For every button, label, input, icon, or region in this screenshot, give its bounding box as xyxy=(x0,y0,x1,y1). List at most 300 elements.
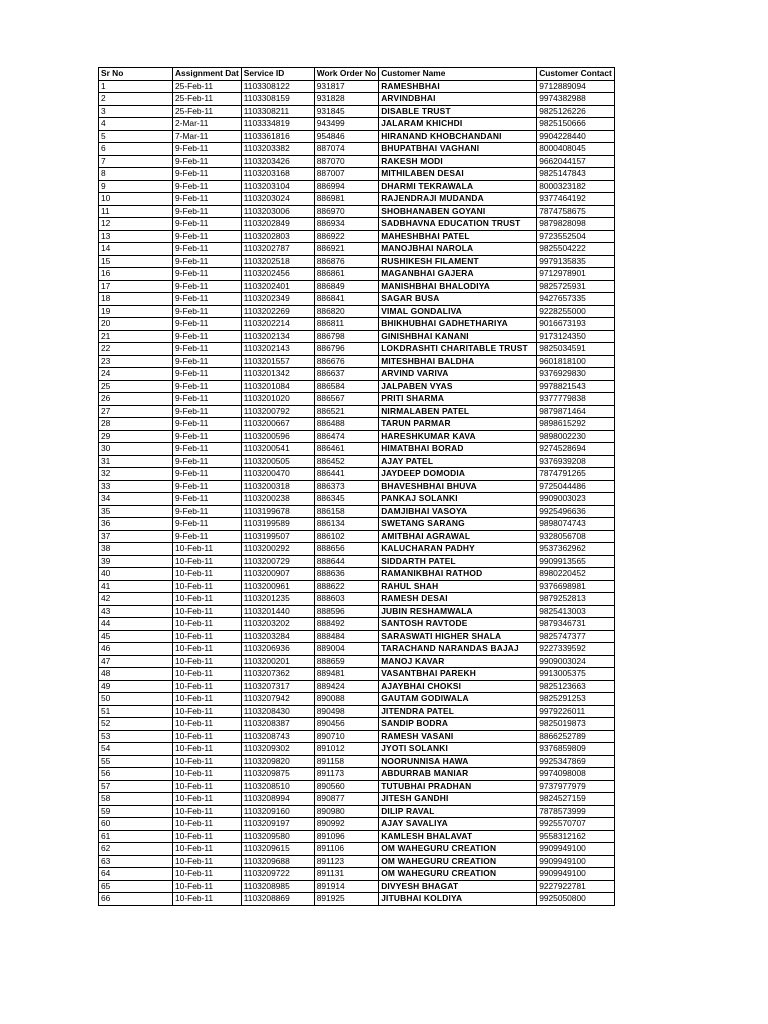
work-order-cell: 886849 xyxy=(314,280,378,293)
customer-name-cell: DHARMI TEKRAWALA xyxy=(379,180,537,193)
sr-no-cell: 31 xyxy=(99,455,173,468)
customer-contact-cell: 7874791265 xyxy=(537,468,615,481)
sr-no-cell: 15 xyxy=(99,255,173,268)
service-id-cell: 1103308159 xyxy=(241,93,314,106)
service-id-cell: 1103200667 xyxy=(241,418,314,431)
assignment-date-cell: 10-Feb-11 xyxy=(173,543,242,556)
customer-contact-cell: 8000408045 xyxy=(537,143,615,156)
customer-contact-cell: 9601818100 xyxy=(537,355,615,368)
assignment-date-cell: 10-Feb-11 xyxy=(173,730,242,743)
work-order-cell: 890088 xyxy=(314,693,378,706)
customer-contact-cell: 9909003023 xyxy=(537,493,615,506)
customer-name-cell: RAKESH MODI xyxy=(379,155,537,168)
customer-contact-cell: 9725044486 xyxy=(537,480,615,493)
customer-name-cell: SANDIP BODRA xyxy=(379,718,537,731)
customer-name-cell: VASANTBHAI PAREKH xyxy=(379,668,537,681)
table-row xyxy=(99,405,615,418)
service-id-cell: 1103200505 xyxy=(241,455,314,468)
work-order-cell: 886584 xyxy=(314,380,378,393)
customer-name-cell: ABDURRAB MANIAR xyxy=(379,768,537,781)
customer-name-cell: JALARAM KHICHDI xyxy=(379,118,537,131)
assignment-date-cell: 10-Feb-11 xyxy=(173,843,242,856)
service-id-cell: 1103209688 xyxy=(241,855,314,868)
customer-contact-cell: 9227339592 xyxy=(537,643,615,656)
sr-no-cell: 2 xyxy=(99,93,173,106)
customer-contact-cell: 9558312162 xyxy=(537,830,615,843)
sr-no-cell: 3 xyxy=(99,105,173,118)
customer-name-cell: NOORUNNISA HAWA xyxy=(379,755,537,768)
assignment-date-cell: 9-Feb-11 xyxy=(173,480,242,493)
service-id-cell: 1103202143 xyxy=(241,343,314,356)
work-order-cell: 954846 xyxy=(314,130,378,143)
work-order-cell: 890710 xyxy=(314,730,378,743)
customer-name-cell: RAMESHBHAI xyxy=(379,80,537,93)
customer-name-cell: RAJENDRAJI MUDANDA xyxy=(379,193,537,206)
table-row xyxy=(99,793,615,806)
table-row xyxy=(99,268,615,281)
work-order-cell: 886934 xyxy=(314,218,378,231)
work-order-cell: 886796 xyxy=(314,343,378,356)
customer-name-cell: KAMLESH BHALAVAT xyxy=(379,830,537,843)
table-row xyxy=(99,168,615,181)
work-order-cell: 888603 xyxy=(314,593,378,606)
customer-name-cell: TARACHAND NARANDAS BAJAJ xyxy=(379,643,537,656)
service-id-cell: 1103202803 xyxy=(241,230,314,243)
service-id-cell: 1103203006 xyxy=(241,205,314,218)
customer-contact-cell: 9925050800 xyxy=(537,893,615,906)
assignment-date-cell: 10-Feb-11 xyxy=(173,768,242,781)
assignment-date-cell: 9-Feb-11 xyxy=(173,343,242,356)
sr-no-cell: 8 xyxy=(99,168,173,181)
customer-contact-cell: 7874758675 xyxy=(537,205,615,218)
customer-contact-cell: 9825725931 xyxy=(537,280,615,293)
customer-name-cell: JUBIN RESHAMWALA xyxy=(379,605,537,618)
sr-no-cell: 23 xyxy=(99,355,173,368)
work-order-cell: 890456 xyxy=(314,718,378,731)
assignment-date-cell: 10-Feb-11 xyxy=(173,593,242,606)
assignment-date-cell: 9-Feb-11 xyxy=(173,355,242,368)
table-row xyxy=(99,280,615,293)
assignment-date-cell: 9-Feb-11 xyxy=(173,405,242,418)
table-row xyxy=(99,593,615,606)
work-order-cell: 888596 xyxy=(314,605,378,618)
table-row xyxy=(99,368,615,381)
sr-no-cell: 45 xyxy=(99,630,173,643)
service-id-cell: 1103201557 xyxy=(241,355,314,368)
service-id-cell: 1103202518 xyxy=(241,255,314,268)
table-row xyxy=(99,480,615,493)
customer-name-cell: MANOJBHAI NAROLA xyxy=(379,243,537,256)
service-id-cell: 1103203104 xyxy=(241,180,314,193)
service-id-cell: 1103201235 xyxy=(241,593,314,606)
assignment-date-cell: 9-Feb-11 xyxy=(173,305,242,318)
sr-no-cell: 58 xyxy=(99,793,173,806)
work-order-cell: 886811 xyxy=(314,318,378,331)
service-id-cell: 1103202456 xyxy=(241,268,314,281)
work-order-cell: 890980 xyxy=(314,805,378,818)
work-order-cell: 886798 xyxy=(314,330,378,343)
assignment-date-cell: 7-Mar-11 xyxy=(173,130,242,143)
sr-no-cell: 32 xyxy=(99,468,173,481)
sr-no-cell: 41 xyxy=(99,580,173,593)
customer-contact-cell: 9376859809 xyxy=(537,743,615,756)
service-id-cell: 1103201440 xyxy=(241,605,314,618)
sr-no-cell: 43 xyxy=(99,605,173,618)
service-id-cell: 1103209197 xyxy=(241,818,314,831)
assignment-date-cell: 2-Mar-11 xyxy=(173,118,242,131)
customer-name-cell: MAHESHBHAI PATEL xyxy=(379,230,537,243)
customer-contact-cell: 9824527159 xyxy=(537,793,615,806)
work-order-cell: 886521 xyxy=(314,405,378,418)
work-order-cell: 943499 xyxy=(314,118,378,131)
assignment-date-cell: 10-Feb-11 xyxy=(173,618,242,631)
customer-contact-cell: 9825126226 xyxy=(537,105,615,118)
table-row xyxy=(99,730,615,743)
sr-no-cell: 5 xyxy=(99,130,173,143)
customer-name-cell: SARASWATI HIGHER SHALA xyxy=(379,630,537,643)
work-order-cell: 886970 xyxy=(314,205,378,218)
assignment-date-cell: 9-Feb-11 xyxy=(173,493,242,506)
customer-contact-cell: 8980220452 xyxy=(537,568,615,581)
customer-name-cell: MITESHBHAI BALDHA xyxy=(379,355,537,368)
sr-no-cell: 50 xyxy=(99,693,173,706)
customer-name-cell: BHUPATBHAI VAGHANI xyxy=(379,143,537,156)
customer-name-cell: RAMANIKBHAI RATHOD xyxy=(379,568,537,581)
customer-assignment-table xyxy=(98,67,615,906)
sr-no-cell: 38 xyxy=(99,543,173,556)
service-id-cell: 1103208510 xyxy=(241,780,314,793)
table-row xyxy=(99,455,615,468)
work-order-cell: 886102 xyxy=(314,530,378,543)
sr-no-cell: 48 xyxy=(99,668,173,681)
work-order-cell: 888656 xyxy=(314,543,378,556)
service-id-cell: 1103200470 xyxy=(241,468,314,481)
customer-contact-cell: 9825150666 xyxy=(537,118,615,131)
customer-contact-cell: 9978821543 xyxy=(537,380,615,393)
header-assignment-date: Assignment Dat xyxy=(173,68,242,81)
work-order-cell: 888492 xyxy=(314,618,378,631)
header-customer-contact: Customer Contact xyxy=(537,68,615,81)
work-order-cell: 888622 xyxy=(314,580,378,593)
service-id-cell: 1103208743 xyxy=(241,730,314,743)
work-order-cell: 887007 xyxy=(314,168,378,181)
table-row xyxy=(99,418,615,431)
assignment-date-cell: 9-Feb-11 xyxy=(173,205,242,218)
service-id-cell: 1103203382 xyxy=(241,143,314,156)
customer-contact-cell: 9909913565 xyxy=(537,555,615,568)
sr-no-cell: 44 xyxy=(99,618,173,631)
work-order-cell: 886876 xyxy=(314,255,378,268)
assignment-date-cell: 9-Feb-11 xyxy=(173,255,242,268)
work-order-cell: 886981 xyxy=(314,193,378,206)
customer-name-cell: JAYDEEP DOMODIA xyxy=(379,468,537,481)
work-order-cell: 886922 xyxy=(314,230,378,243)
work-order-cell: 886841 xyxy=(314,293,378,306)
sr-no-cell: 61 xyxy=(99,830,173,843)
header-service-id: Service ID xyxy=(241,68,314,81)
customer-contact-cell: 9825413003 xyxy=(537,605,615,618)
customer-name-cell: OM WAHEGURU CREATION xyxy=(379,843,537,856)
assignment-date-cell: 10-Feb-11 xyxy=(173,630,242,643)
service-id-cell: 1103202269 xyxy=(241,305,314,318)
assignment-date-cell: 9-Feb-11 xyxy=(173,468,242,481)
assignment-date-cell: 9-Feb-11 xyxy=(173,443,242,456)
customer-contact-cell: 9712889094 xyxy=(537,80,615,93)
assignment-date-cell: 10-Feb-11 xyxy=(173,880,242,893)
customer-name-cell: SWETANG SARANG xyxy=(379,518,537,531)
table-row xyxy=(99,780,615,793)
service-id-cell: 1103200541 xyxy=(241,443,314,456)
customer-contact-cell: 9898002230 xyxy=(537,430,615,443)
sr-no-cell: 16 xyxy=(99,268,173,281)
table-row xyxy=(99,830,615,843)
assignment-date-cell: 9-Feb-11 xyxy=(173,530,242,543)
work-order-cell: 890877 xyxy=(314,793,378,806)
service-id-cell: 1103209160 xyxy=(241,805,314,818)
table-row xyxy=(99,630,615,643)
assignment-date-cell: 9-Feb-11 xyxy=(173,280,242,293)
customer-contact-cell: 9925496636 xyxy=(537,505,615,518)
service-id-cell: 1103202849 xyxy=(241,218,314,231)
work-order-cell: 931828 xyxy=(314,93,378,106)
work-order-cell: 891131 xyxy=(314,868,378,881)
customer-contact-cell: 9173124350 xyxy=(537,330,615,343)
sr-no-cell: 22 xyxy=(99,343,173,356)
customer-name-cell: KALUCHARAN PADHY xyxy=(379,543,537,556)
sr-no-cell: 6 xyxy=(99,143,173,156)
table-row xyxy=(99,843,615,856)
table-row xyxy=(99,118,615,131)
assignment-date-cell: 10-Feb-11 xyxy=(173,868,242,881)
assignment-date-cell: 9-Feb-11 xyxy=(173,455,242,468)
sr-no-cell: 29 xyxy=(99,430,173,443)
customer-name-cell: AJAYBHAI CHOKSI xyxy=(379,680,537,693)
customer-name-cell: ARVIND VARIVA xyxy=(379,368,537,381)
table-row xyxy=(99,93,615,106)
table-row xyxy=(99,130,615,143)
service-id-cell: 1103200238 xyxy=(241,493,314,506)
work-order-cell: 891158 xyxy=(314,755,378,768)
table-row xyxy=(99,105,615,118)
table-row xyxy=(99,768,615,781)
service-id-cell: 1103200961 xyxy=(241,580,314,593)
table-row xyxy=(99,755,615,768)
sr-no-cell: 18 xyxy=(99,293,173,306)
service-id-cell: 1103201020 xyxy=(241,393,314,406)
work-order-cell: 891123 xyxy=(314,855,378,868)
customer-contact-cell: 9376939208 xyxy=(537,455,615,468)
table-row xyxy=(99,718,615,731)
customer-name-cell: DISABLE TRUST xyxy=(379,105,537,118)
work-order-cell: 886861 xyxy=(314,268,378,281)
table-row xyxy=(99,293,615,306)
customer-name-cell: SIDDARTH PATEL xyxy=(379,555,537,568)
customer-contact-cell: 9737977979 xyxy=(537,780,615,793)
header-work-order-no: Work Order No xyxy=(314,68,378,81)
customer-contact-cell: 9377464192 xyxy=(537,193,615,206)
sr-no-cell: 39 xyxy=(99,555,173,568)
table-row xyxy=(99,655,615,668)
assignment-date-cell: 10-Feb-11 xyxy=(173,755,242,768)
customer-name-cell: BHAVESHBHAI BHUVA xyxy=(379,480,537,493)
service-id-cell: 1103308211 xyxy=(241,105,314,118)
customer-contact-cell: 9909003024 xyxy=(537,655,615,668)
work-order-cell: 889481 xyxy=(314,668,378,681)
customer-contact-cell: 9974382988 xyxy=(537,93,615,106)
customer-contact-cell: 9376929830 xyxy=(537,368,615,381)
work-order-cell: 889004 xyxy=(314,643,378,656)
service-id-cell: 1103202787 xyxy=(241,243,314,256)
table-row xyxy=(99,518,615,531)
assignment-date-cell: 25-Feb-11 xyxy=(173,93,242,106)
work-order-cell: 886158 xyxy=(314,505,378,518)
sr-no-cell: 7 xyxy=(99,155,173,168)
customer-contact-cell: 9427657335 xyxy=(537,293,615,306)
service-id-cell: 1103200596 xyxy=(241,430,314,443)
assignment-date-cell: 10-Feb-11 xyxy=(173,668,242,681)
work-order-cell: 890498 xyxy=(314,705,378,718)
sr-no-cell: 35 xyxy=(99,505,173,518)
sr-no-cell: 47 xyxy=(99,655,173,668)
customer-contact-cell: 9898074743 xyxy=(537,518,615,531)
customer-contact-cell: 9825291253 xyxy=(537,693,615,706)
service-id-cell: 1103200292 xyxy=(241,543,314,556)
customer-name-cell: AJAY SAVALIYA xyxy=(379,818,537,831)
customer-contact-cell: 8000323182 xyxy=(537,180,615,193)
customer-name-cell: DILIP RAVAL xyxy=(379,805,537,818)
assignment-date-cell: 9-Feb-11 xyxy=(173,518,242,531)
table-row xyxy=(99,893,615,906)
customer-name-cell: OM WAHEGURU CREATION xyxy=(379,868,537,881)
service-id-cell: 1103208869 xyxy=(241,893,314,906)
table-row xyxy=(99,818,615,831)
assignment-date-cell: 9-Feb-11 xyxy=(173,380,242,393)
sr-no-cell: 1 xyxy=(99,80,173,93)
work-order-cell: 890992 xyxy=(314,818,378,831)
sr-no-cell: 21 xyxy=(99,330,173,343)
customer-contact-cell: 9909949100 xyxy=(537,855,615,868)
customer-contact-cell: 9825504222 xyxy=(537,243,615,256)
table-body xyxy=(99,80,615,905)
service-id-cell: 1103207317 xyxy=(241,680,314,693)
customer-name-cell: JYOTI SOLANKI xyxy=(379,743,537,756)
customer-name-cell: HIMATBHAI BORAD xyxy=(379,443,537,456)
sr-no-cell: 30 xyxy=(99,443,173,456)
service-id-cell: 1103334819 xyxy=(241,118,314,131)
service-id-cell: 1103206936 xyxy=(241,643,314,656)
table-header-row xyxy=(99,68,615,81)
table-row xyxy=(99,868,615,881)
customer-contact-cell: 9712978901 xyxy=(537,268,615,281)
work-order-cell: 890560 xyxy=(314,780,378,793)
table-row xyxy=(99,555,615,568)
work-order-cell: 886676 xyxy=(314,355,378,368)
sr-no-cell: 28 xyxy=(99,418,173,431)
customer-name-cell: HIRANAND KHOBCHANDANI xyxy=(379,130,537,143)
assignment-date-cell: 10-Feb-11 xyxy=(173,605,242,618)
work-order-cell: 886488 xyxy=(314,418,378,431)
service-id-cell: 1103199678 xyxy=(241,505,314,518)
header-sr-no: Sr No xyxy=(99,68,173,81)
header-customer-name: Customer Name xyxy=(379,68,537,81)
assignment-date-cell: 9-Feb-11 xyxy=(173,418,242,431)
assignment-date-cell: 9-Feb-11 xyxy=(173,243,242,256)
work-order-cell: 886567 xyxy=(314,393,378,406)
service-id-cell: 1103202401 xyxy=(241,280,314,293)
customer-contact-cell: 9228255000 xyxy=(537,305,615,318)
customer-contact-cell: 9879346731 xyxy=(537,618,615,631)
customer-contact-cell: 9825123663 xyxy=(537,680,615,693)
sr-no-cell: 55 xyxy=(99,755,173,768)
assignment-date-cell: 9-Feb-11 xyxy=(173,318,242,331)
assignment-date-cell: 10-Feb-11 xyxy=(173,655,242,668)
customer-contact-cell: 9909949100 xyxy=(537,868,615,881)
work-order-cell: 886994 xyxy=(314,180,378,193)
service-id-cell: 1103203024 xyxy=(241,193,314,206)
table-row xyxy=(99,343,615,356)
customer-name-cell: PANKAJ SOLANKI xyxy=(379,493,537,506)
table-row xyxy=(99,568,615,581)
table-row xyxy=(99,505,615,518)
sr-no-cell: 24 xyxy=(99,368,173,381)
assignment-date-cell: 10-Feb-11 xyxy=(173,705,242,718)
customer-name-cell: SAGAR BUSA xyxy=(379,293,537,306)
customer-name-cell: PRITI SHARMA xyxy=(379,393,537,406)
sr-no-cell: 36 xyxy=(99,518,173,531)
customer-contact-cell: 9376698981 xyxy=(537,580,615,593)
assignment-date-cell: 9-Feb-11 xyxy=(173,505,242,518)
customer-contact-cell: 9825019873 xyxy=(537,718,615,731)
sr-no-cell: 26 xyxy=(99,393,173,406)
service-id-cell: 1103207362 xyxy=(241,668,314,681)
service-id-cell: 1103208387 xyxy=(241,718,314,731)
sr-no-cell: 60 xyxy=(99,818,173,831)
table-row xyxy=(99,743,615,756)
assignment-date-cell: 10-Feb-11 xyxy=(173,830,242,843)
customer-contact-cell: 9974098008 xyxy=(537,768,615,781)
assignment-date-cell: 9-Feb-11 xyxy=(173,218,242,231)
service-id-cell: 1103202134 xyxy=(241,330,314,343)
sr-no-cell: 13 xyxy=(99,230,173,243)
assignment-date-cell: 10-Feb-11 xyxy=(173,743,242,756)
customer-contact-cell: 9328056708 xyxy=(537,530,615,543)
assignment-date-cell: 9-Feb-11 xyxy=(173,193,242,206)
table-row xyxy=(99,205,615,218)
service-id-cell: 1103200792 xyxy=(241,405,314,418)
customer-name-cell: JITESH GANDHI xyxy=(379,793,537,806)
assignment-date-cell: 9-Feb-11 xyxy=(173,430,242,443)
service-id-cell: 1103203202 xyxy=(241,618,314,631)
customer-contact-cell: 9227922781 xyxy=(537,880,615,893)
customer-name-cell: RAMESH DESAI xyxy=(379,593,537,606)
sr-no-cell: 33 xyxy=(99,480,173,493)
customer-contact-cell: 9377779838 xyxy=(537,393,615,406)
sr-no-cell: 42 xyxy=(99,593,173,606)
assignment-date-cell: 10-Feb-11 xyxy=(173,893,242,906)
table-row xyxy=(99,618,615,631)
assignment-date-cell: 9-Feb-11 xyxy=(173,180,242,193)
table-row xyxy=(99,493,615,506)
table-row xyxy=(99,380,615,393)
assignment-date-cell: 10-Feb-11 xyxy=(173,568,242,581)
service-id-cell: 1103199589 xyxy=(241,518,314,531)
service-id-cell: 1103361816 xyxy=(241,130,314,143)
customer-name-cell: MAGANBHAI GAJERA xyxy=(379,268,537,281)
service-id-cell: 1103207942 xyxy=(241,693,314,706)
table-row xyxy=(99,243,615,256)
customer-name-cell: AJAY PATEL xyxy=(379,455,537,468)
assignment-date-cell: 9-Feb-11 xyxy=(173,230,242,243)
